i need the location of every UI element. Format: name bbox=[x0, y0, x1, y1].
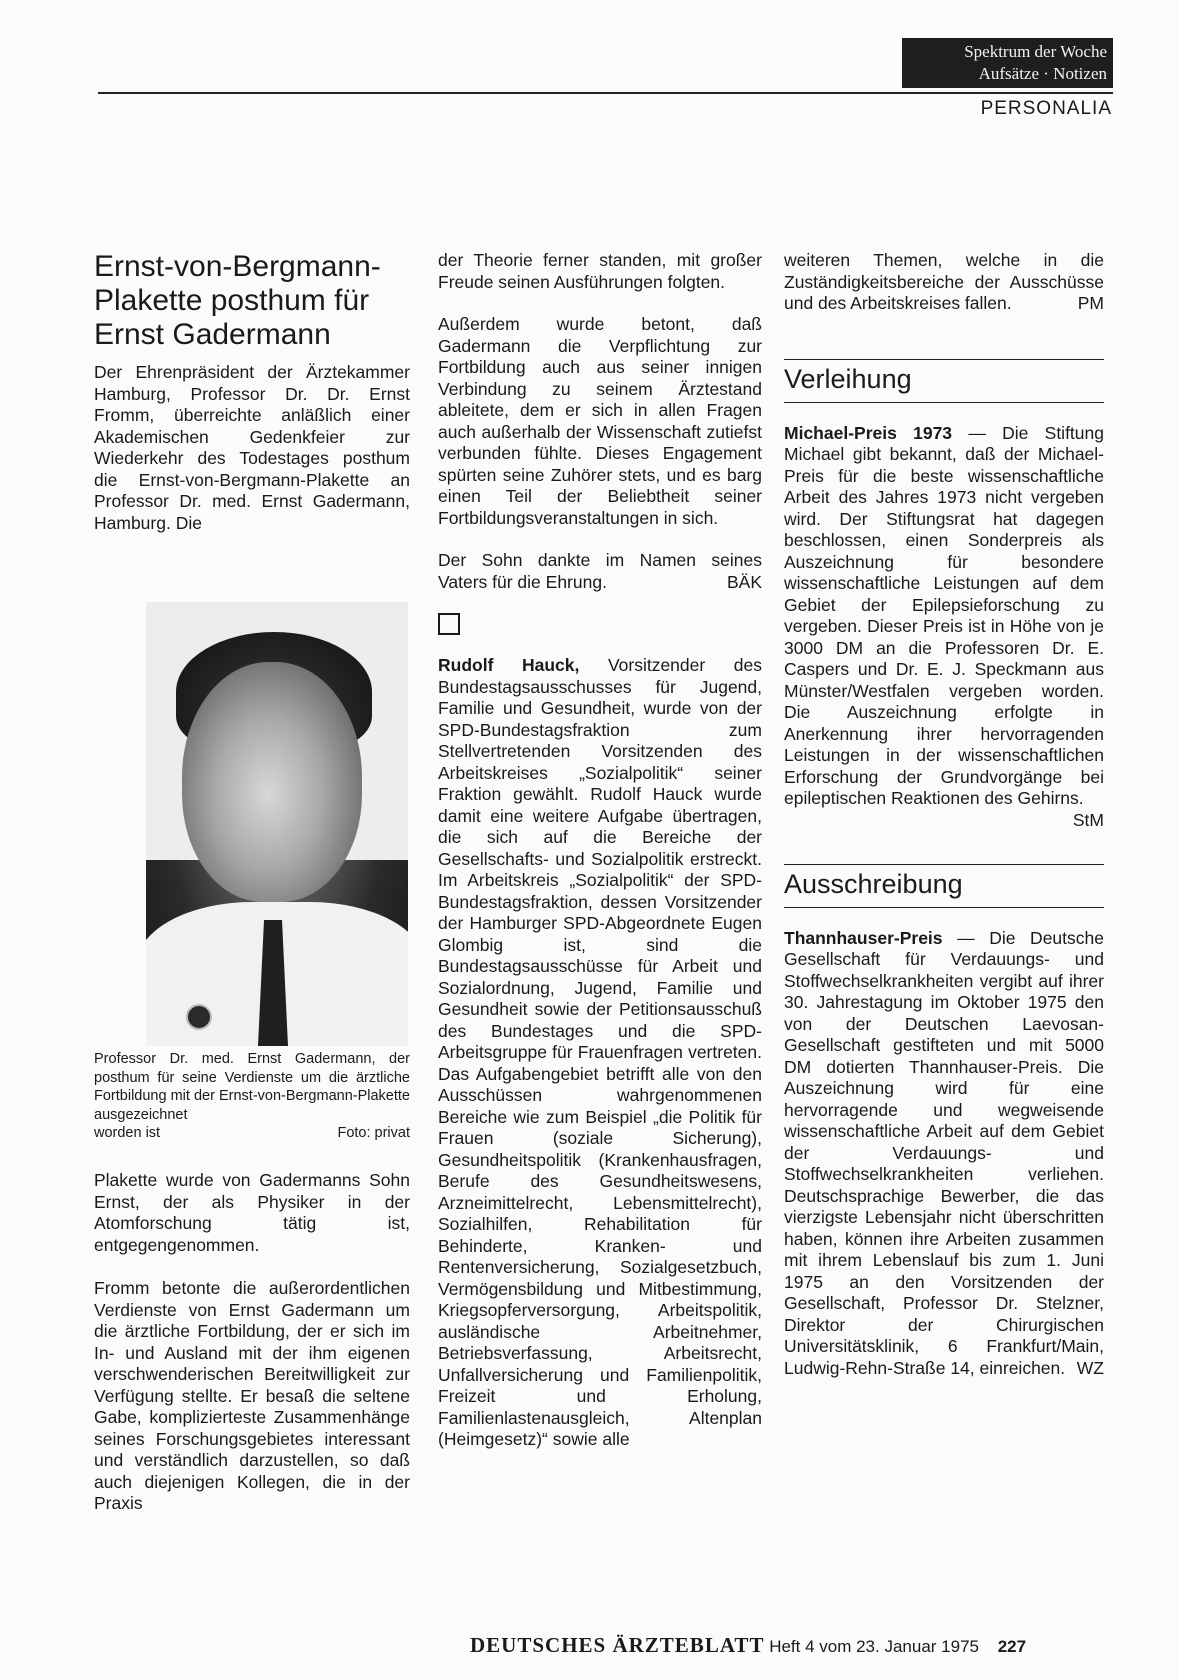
header-rule bbox=[98, 92, 1113, 94]
caption-last-line: worden ist bbox=[94, 1125, 161, 1141]
article1-paragraph-4: der Theorie ferner standen, mit großer Freude seinen Ausführungen folgten. bbox=[438, 250, 762, 292]
article1-paragraph-3: Fromm betonte die außerordentlichen Verdienste von Ernst Gadermann um die ärztliche Fortbildung, der er sich im In- und Ausland mit der ihm eigenen verschwenderischen Bereitwilligkeit zur Verfügung stellte. Er besaß die seltene Gabe, komplizierteste Zusammenhänge seines Forschungsgebietes interessant und verständlich darzustellen, so daß auch diejenigen Kollegen, die in der Praxis bbox=[94, 1278, 410, 1513]
hauck-body: Vorsitzender des Bundestagsausschusses für Jugend, Familie und Gesundheit, wurde von der SPD-Bundestagsfraktion zum Stellvertretenden Vorsitzenden des Arbeitskreises „Sozialpolitik“ seiner Fraktion gewählt. Rudolf Hauck wurde damit eine weitere Aufgabe übertragen, die sich auf die Bereiche der Gesellschafts- und Sozialpolitik erstreckt. Im Arbeitskreis „Sozialpolitik“ der SPD-Bundestagsfraktion, dessen Vorsitzender der Hamburger SPD-Abgeordnete Eugen Glombig ist, sind die Bundestagsausschüsse für Arbeit und Sozialordnung, Jugend, Familie und Gesundheit sowie der Petitionsausschuß des Bundestages und die SPD-Arbeitsgruppe für Frauenfragen vertreten. Das Aufgabengebiet betrifft alle von den Ausschüssen wahrgenommenen Bereiche wie zum Beispiel „die Politik für Frauen (soziale Sicherung), Gesundheitspolitik (Krankenhausfragen, Berufe des Gesundheitswesens, Arzneimittelrecht, Lebensmittelrecht), Sozialhilfen, Rehabilitation für Behinderte, Kranken- und Rentenversicherung, Sozialgesetzbuch, Vermögensbildung und Mitbestimmung, Kriegsopferversorgung, Arbeitspolitik, ausländische Arbeitnehmer, Betriebsverfassung, Arbeitsrecht, Unfallversicherung und Familienpolitik, Freizeit und Erholung, Familienlastenausgleich, Altenplan (Heimgesetz)“ sowie alle bbox=[438, 655, 762, 1449]
verleihung-rule-top bbox=[784, 359, 1104, 360]
article-headline: Ernst-von-Bergmann-Plakette posthum für Ernst Gadermann bbox=[94, 250, 381, 351]
ausschreibung-rule-top bbox=[784, 864, 1104, 865]
article1-paragraph-5: Außerdem wurde betont, daß Gadermann die Verpflichtung zur Fortbildung auch aus seiner innigen Verbindung zu seinem Ärztestand ableitete, dem er sich in allen Fragen auch außerhalb der Wissenschaft zutiefst verbunden fühlte. Dieses Engagement spürten seine Zuhörer stets, und es barg einen Teil der Beliebtheit seiner Fortbildungsveranstaltungen in sich. bbox=[438, 314, 762, 528]
ausschreibung-title: Ausschreibung bbox=[784, 868, 963, 899]
portrait-photo bbox=[146, 602, 408, 1046]
article1-intro bbox=[94, 362, 410, 534]
article1-signature: BÄK bbox=[726, 571, 762, 592]
ausschreibung-lead: Thannhauser-Preis bbox=[784, 927, 943, 948]
section-label: PERSONALIA bbox=[980, 98, 1112, 119]
hauck-signature: PM bbox=[1077, 293, 1104, 313]
verleihung-lead: Michael-Preis 1973 bbox=[784, 422, 953, 443]
hauck-continuation: weiteren Themen, welche in die Zuständigkeitsbereiche der Ausschüsse und des Arbeitskreises fallen. bbox=[784, 250, 1104, 313]
journal-name: DEUTSCHES ÄRZTEBLATT bbox=[470, 1633, 765, 1657]
verleihung-signature: StM bbox=[1072, 809, 1104, 830]
article1-continuation bbox=[94, 1170, 410, 1515]
verleihung-rule-bottom bbox=[784, 402, 1104, 403]
ausschreibung-signature: WZ bbox=[1076, 1357, 1104, 1378]
verleihung-body: — Die Stiftung Michael gibt bekannt, daß der Michael-Preis für die beste wissenschaftliche Arbeit des Jahres 1973 nicht vergeben wird. Der Stiftungsrat hat dagegen beschlossen, einen Sonderpreis als Auszeichnung für besondere wissenschaftliche Leistungen auf dem Gebiet der Epilepsieforschung zu vergeben. Dieser Preis ist in Höhe von je 3000 DM an die Professoren Dr. E. Caspers und Dr. E. J. Speckmann aus Münster/Westfalen vergeben worden. Die Auszeichnung erfolgte in Anerkennung ihrer hervorragenden Leistungen in der wissenschaftlichen Erforschung der Grundvorgänge bei epileptischen Reaktionen des Gehirns. bbox=[784, 422, 1104, 808]
issue-info: Heft 4 vom 23. Januar 1975 bbox=[769, 1637, 979, 1656]
photo-caption bbox=[94, 1050, 410, 1143]
caption-text: Professor Dr. med. Ernst Gadermann, der posthum für seine Verdienste um die ärztliche Fortbildung mit der Ernst-von-Bergmann-Plakette ausgezeichnet bbox=[94, 1051, 410, 1123]
page-footer bbox=[470, 1633, 1026, 1658]
article1-paragraph-6: Der Sohn dankte im Namen seines Vaters für die Ehrung. bbox=[438, 550, 762, 592]
page-number: 227 bbox=[997, 1637, 1027, 1656]
caption-credit: Foto: privat bbox=[337, 1125, 410, 1141]
hauck-lead: Rudolf Hauck, bbox=[438, 655, 580, 675]
section-tag-line-1: Spektrum der Woche bbox=[964, 42, 1107, 61]
section-separator-square bbox=[438, 613, 460, 635]
article1-paragraph-1: Der Ehrenpräsident der Ärztekammer Hamburg, Professor Dr. Dr. Ernst Fromm, überreichte anläßlich einer Akademischen Gedenkfeier zur Wiederkehr des Todestages posthum die Ernst-von-Bergmann-Plakette an Professor Dr. med. Ernst Gadermann, Hamburg. Die bbox=[94, 362, 410, 533]
section-tag-line-2: Aufsätze · Notizen bbox=[978, 64, 1107, 83]
ausschreibung-body: — Die Deutsche Gesellschaft für Verdauungs- und Stoffwechselkrankheiten vergibt auf ihrer 30. Jahrestagung im Oktober 1975 den von der Deutschen Laevosan-Gesellschaft gestifteten und mit 5000 DM dotierten Thannhauser-Preis. Die Auszeichnung wird für eine hervorragende und wegweisende wissenschaftliche Arbeit auf dem Gebiet der Verdauungs- und Stoffwechselkrankheiten verliehen. Deutschsprachige Bewerber, die das vierzigste Lebensjahr nicht überschritten haben, können ihre Arbeiten zusammen mit ihrem Lebenslauf bis zum 1. Juni 1975 an den Vorsitzenden der Gesellschaft, Professor Dr. Stelzner, Direktor der Chirurgischen Universitätsklinik, 6 Frankfurt/Main, Ludwig-Rehn-Straße 14, einreichen. bbox=[784, 927, 1104, 1378]
ausschreibung-rule-bottom bbox=[784, 907, 1104, 908]
column-3 bbox=[784, 250, 1104, 1379]
verleihung-title: Verleihung bbox=[784, 363, 912, 394]
column-2 bbox=[438, 250, 762, 1451]
section-tag-box bbox=[902, 38, 1113, 88]
article1-paragraph-2: Plakette wurde von Gadermanns Sohn Ernst, der als Physiker in der Atomforschung tätig ist, entgegengenommen. bbox=[94, 1170, 410, 1255]
